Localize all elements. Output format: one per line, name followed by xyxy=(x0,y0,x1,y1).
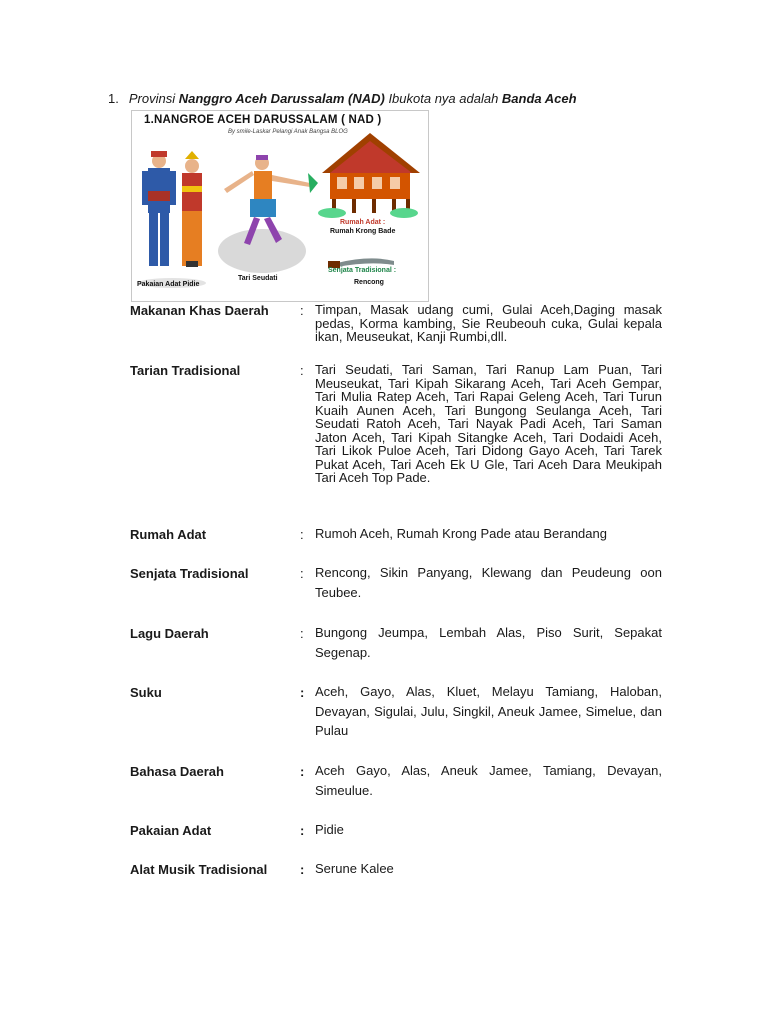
heading-middle: Ibukota nya adalah xyxy=(384,91,502,106)
row-label: Bahasa Daerah xyxy=(130,764,224,779)
province-heading xyxy=(108,91,577,106)
row-value: Serune Kalee xyxy=(315,861,394,876)
row-label: Tarian Tradisional xyxy=(130,363,241,378)
row-colon: : xyxy=(300,862,305,877)
culture-illustration xyxy=(131,110,429,302)
row-colon: : xyxy=(300,764,305,779)
list-number: 1. xyxy=(108,91,119,106)
row-value: Bungong Jeumpa, Lembah Alas, Piso Surit, Sepakat Segenap. xyxy=(315,625,662,660)
row-colon: : xyxy=(300,363,304,378)
row-colon: : xyxy=(300,303,304,318)
row-value: Aceh, Gayo, Alas, Kluet, Melayu Tamiang, Haloban, Devayan, Sigulai, Julu, Singkil, Aneuk Jamee, Simelue, dan Pulau xyxy=(315,684,662,738)
row-colon: : xyxy=(300,626,304,641)
caption-senjata: Rencong xyxy=(354,279,384,286)
row-value: Rencong, Sikin Panyang, Klewang dan Peudeung oon Teubee. xyxy=(315,565,662,600)
row-value: Pidie xyxy=(315,822,344,837)
illustration-title: 1.NANGROE ACEH DARUSSALAM ( NAD ) xyxy=(144,114,382,126)
row-label: Lagu Daerah xyxy=(130,626,209,641)
row-colon: : xyxy=(300,566,304,581)
row-label: Makanan Khas Daerah xyxy=(130,303,269,318)
row-label: Suku xyxy=(130,685,162,700)
row-label: Pakaian Adat xyxy=(130,823,212,838)
row-label: Rumah Adat xyxy=(130,527,207,542)
row-colon: : xyxy=(300,527,304,542)
row-value: Aceh Gayo, Alas, Aneuk Jamee, Tamiang, Devayan, Simeulue. xyxy=(315,763,662,798)
province-name: Nanggro Aceh Darussalam (NAD) xyxy=(178,91,385,106)
row-colon: : xyxy=(300,685,305,700)
row-label: Senjata Tradisional xyxy=(130,566,249,581)
caption-tari: Tari Seudati xyxy=(238,275,278,282)
caption-pakaian: Pakaian Adat Pidie xyxy=(137,281,200,288)
row-value: Timpan, Masak udang cumi, Gulai Aceh,Daging masak pedas, Korma kambing, Sie Reubeouh cuka, Gulai kepala ikan, Meuseukat, Kanji Rumbi,dll. xyxy=(315,302,662,344)
illustration-subtitle: By smile-Laskar Pelangi Anak Bangsa BLOG xyxy=(228,129,348,135)
row-value: Rumoh Aceh, Rumah Krong Pade atau Berandang xyxy=(315,526,607,541)
row-label: Alat Musik Tradisional xyxy=(130,862,268,877)
row-value: Tari Seudati, Tari Saman, Tari Ranup Lam Puan, Tari Meuseukat, Tari Kipah Sikarang Aceh, Tari Aceh Gempar, Tari Mulia Ratep Aceh, Tari Rapai Geleng Aceh, Tari Turun Kuaih Aunen Aceh, Tari Bungong Seulanga Aceh, Tari Seudati Ratoh Aceh, Tari Nayak Padi Aceh, Tari Saman Jaton Aceh, Tari Kipah Sitangke Aceh, Tari Dodaidi Aceh, Tari Likok Puloe Aceh, Tari Didong Gayo Aceh, Tari Tarek Pukat Aceh, Tari Aceh Ek U Gle, Tari Aceh Dara Meukipah Tari Aceh Top Pade. xyxy=(315,362,662,485)
caption-rumah-label: Rumah Adat : xyxy=(340,219,386,226)
capital-name: Banda Aceh xyxy=(501,91,577,106)
caption-rumah: Rumah Krong Bade xyxy=(330,228,396,235)
row-colon: : xyxy=(300,823,305,838)
heading-prefix: Provinsi xyxy=(128,91,179,106)
caption-senjata-label: Senjata Tradisional : xyxy=(328,267,397,274)
